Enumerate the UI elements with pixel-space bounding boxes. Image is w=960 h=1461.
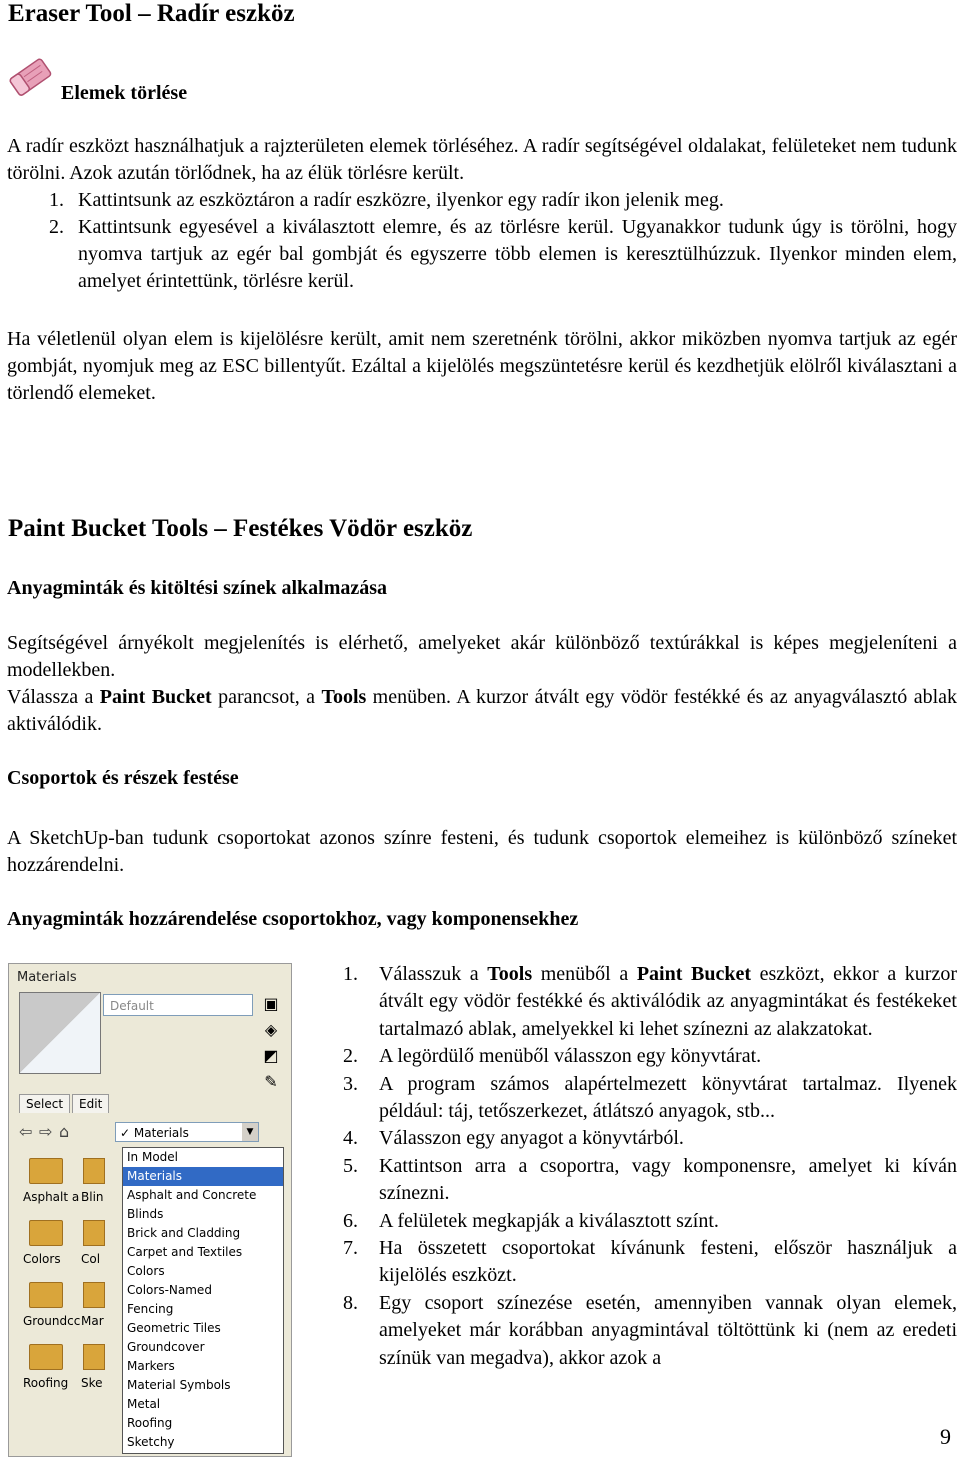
library-folder[interactable]: Groundcc xyxy=(19,1278,75,1338)
dropdown-option[interactable]: Geometric Tiles xyxy=(127,1321,221,1335)
page-number: 9 xyxy=(940,1424,951,1449)
texture-icon[interactable]: ◩ xyxy=(263,1046,279,1065)
paint-steps xyxy=(343,961,957,1372)
section1-p1: Segítségével árnyékolt megjelenítés is elérhető, amelyeket akár különböző textúrákkal is képes megjeleníteni a modellekben. xyxy=(7,632,957,681)
dropdown-option[interactable]: In Model xyxy=(127,1150,178,1164)
tab-bar xyxy=(19,1094,111,1113)
eraser-title: Eraser Tool – Radír eszköz xyxy=(8,0,295,27)
folder-icon xyxy=(83,1158,105,1184)
dropdown-option[interactable]: Brick and Cladding xyxy=(127,1226,241,1240)
material-preview xyxy=(19,992,101,1074)
eraser-intro: A radír eszközt használhatjuk a rajzterületen elemek törléséhez. A radír segítségével oldalakat, felületeket nem tudunk törölni. Azok azután törlődnek, ha az élük törlésre került. xyxy=(7,135,957,184)
dropdown-option[interactable]: Colors-Named xyxy=(127,1283,212,1297)
list-item: 2. A legördülő menüből válasszon egy könyvtárat. xyxy=(343,1045,762,1068)
section1-p2: Válassza a Paint Bucket parancsot, a Tools menüben. A kurzor átvált egy vödör festékké és az anyagválasztó ablak aktiválódik. xyxy=(7,686,958,735)
library-folder[interactable]: Blin xyxy=(75,1154,99,1214)
materials-window-screenshot xyxy=(8,963,292,1457)
eraser-note: Ha véletlenül olyan elem is kijelölésre került, amit nem szeretnénk törölni, akkor miközben nyomva tartjuk az egér gombját, nyomjuk meg az ESC billentyűt. Ezáltal a kijelölés megszüntetésre kerül és kezdhetjük elölről kiválasztani a törlendő elemeket. xyxy=(7,328,957,404)
dropdown-option[interactable]: Carpet and Textiles xyxy=(127,1245,243,1259)
library-folder[interactable]: Roofing xyxy=(19,1340,75,1400)
tab-select[interactable]: Select xyxy=(19,1094,70,1113)
library-folder[interactable]: Col xyxy=(75,1216,99,1276)
back-arrow-icon[interactable]: ⇦ xyxy=(19,1122,33,1141)
dropdown-option[interactable]: Materials xyxy=(123,1167,283,1186)
dropper-icon[interactable]: ✎ xyxy=(264,1072,278,1091)
create-material-icon[interactable]: ▣ xyxy=(263,994,279,1013)
library-folder[interactable]: Colors xyxy=(19,1216,75,1276)
dropdown-option[interactable]: Metal xyxy=(127,1397,161,1411)
section2-title: Csoportok és részek festése xyxy=(7,767,239,789)
dropdown-option[interactable]: Material Symbols xyxy=(127,1378,231,1392)
folder-icon xyxy=(83,1344,105,1370)
nav-bar xyxy=(19,1122,287,1146)
list-item: 7. Ha összetett csoportokat kívánunk festeni, először használjuk a kijelölés eszközt. xyxy=(343,1237,957,1287)
folder-icon xyxy=(29,1344,63,1370)
dropdown-option[interactable]: Colors xyxy=(127,1264,165,1278)
list-item: 1. Válasszuk a Tools menüből a Paint Bucket eszközt, ekkor a kurzor átvált egy vödör festékké és aktiválódik az anyagmintákat és festékeket tartalmazó ablak, amelyekkel ki lehet színezni az alakzatokat. xyxy=(343,963,958,1040)
list-item: 1. Kattintsunk az eszköztáron a radír eszközre, ilyenkor egy radír ikon jelenik meg. xyxy=(49,189,724,211)
list-item: 4. Válasszon egy anyagot a könyvtárból. xyxy=(343,1127,684,1150)
list-item: 8. Egy csoport színezése esetén, amennyiben vannak olyan elemek, amelyeket már korábban anyagmintával töltöttünk ki (nem az eredeti színük van megadva), akkor azok a xyxy=(343,1291,957,1369)
library-folder[interactable]: Asphalt a xyxy=(19,1154,75,1214)
materials-window-title: Materials xyxy=(17,970,77,985)
dropdown-option[interactable]: Blinds xyxy=(127,1207,164,1221)
dropdown-option[interactable]: Asphalt and Concrete xyxy=(127,1188,257,1202)
dropdown-option[interactable]: Fencing xyxy=(127,1302,174,1316)
paint-default-icon[interactable]: ◈ xyxy=(264,1020,278,1039)
eraser-subtitle: Elemek törlése xyxy=(61,82,188,104)
list-item: 2. Kattintsunk egyesével a kiválasztott elemre, és az törlésre kerül. Ugyanakkor tudunk úgy is törölni, hogy nyomva tartjuk az egér bal gombját és egyszerre több elemen is keresztülhúzzuk. Ilyenkor minden elem, amelyet érintettünk, törlésre kerül. xyxy=(49,216,957,292)
tab-edit[interactable]: Edit xyxy=(72,1094,109,1113)
home-icon[interactable]: ⌂ xyxy=(59,1122,70,1141)
dropdown-option[interactable]: Markers xyxy=(127,1359,175,1373)
list-item: 3. A program számos alapértelmezett könyvtárat tartalmaz. Ilyenek például: táj, tetőszerkezet, átlátszó anyagok, stb... xyxy=(343,1072,957,1123)
library-dropdown xyxy=(122,1147,284,1454)
dropdown-option[interactable]: Sketchy xyxy=(127,1435,175,1449)
chevron-down-icon[interactable]: ▼ xyxy=(242,1123,258,1141)
folder-icon xyxy=(29,1220,63,1246)
folder-icon xyxy=(83,1220,105,1246)
eraser-icon xyxy=(6,53,56,103)
folder-icon xyxy=(29,1282,63,1308)
section1-title: Anyagminták és kitöltési színek alkalmazása xyxy=(7,577,388,599)
folder-icon xyxy=(83,1282,105,1308)
section3-title: Anyagminták hozzárendelése csoportokhoz, vagy komponensekhez xyxy=(7,908,579,930)
material-name-field[interactable]: Default xyxy=(103,994,253,1016)
library-folder[interactable]: Mar xyxy=(75,1278,99,1338)
eraser-steps xyxy=(7,187,957,295)
paint-title: Paint Bucket Tools – Festékes Vödör eszköz xyxy=(8,515,473,542)
dropdown-option[interactable]: Groundcover xyxy=(127,1340,205,1354)
library-select[interactable]: ✓ Materials ▼ xyxy=(115,1122,259,1142)
side-icons xyxy=(259,994,283,1098)
list-item: 5. Kattintson arra a csoportra, vagy komponensre, amelyet ki kíván színezni. xyxy=(343,1154,957,1205)
section2-p: A SketchUp-ban tudunk csoportokat azonos színre festeni, és tudunk csoportok elemeihez is különböző színeket hozzárendelni. xyxy=(7,827,957,876)
folder-icon xyxy=(29,1158,63,1184)
dropdown-option[interactable]: Roofing xyxy=(127,1416,173,1430)
library-folder[interactable]: Ske xyxy=(75,1340,99,1400)
forward-arrow-icon[interactable]: ⇨ xyxy=(39,1122,53,1141)
list-item: 6. A felületek megkapják a kiválasztott színt. xyxy=(343,1209,719,1232)
